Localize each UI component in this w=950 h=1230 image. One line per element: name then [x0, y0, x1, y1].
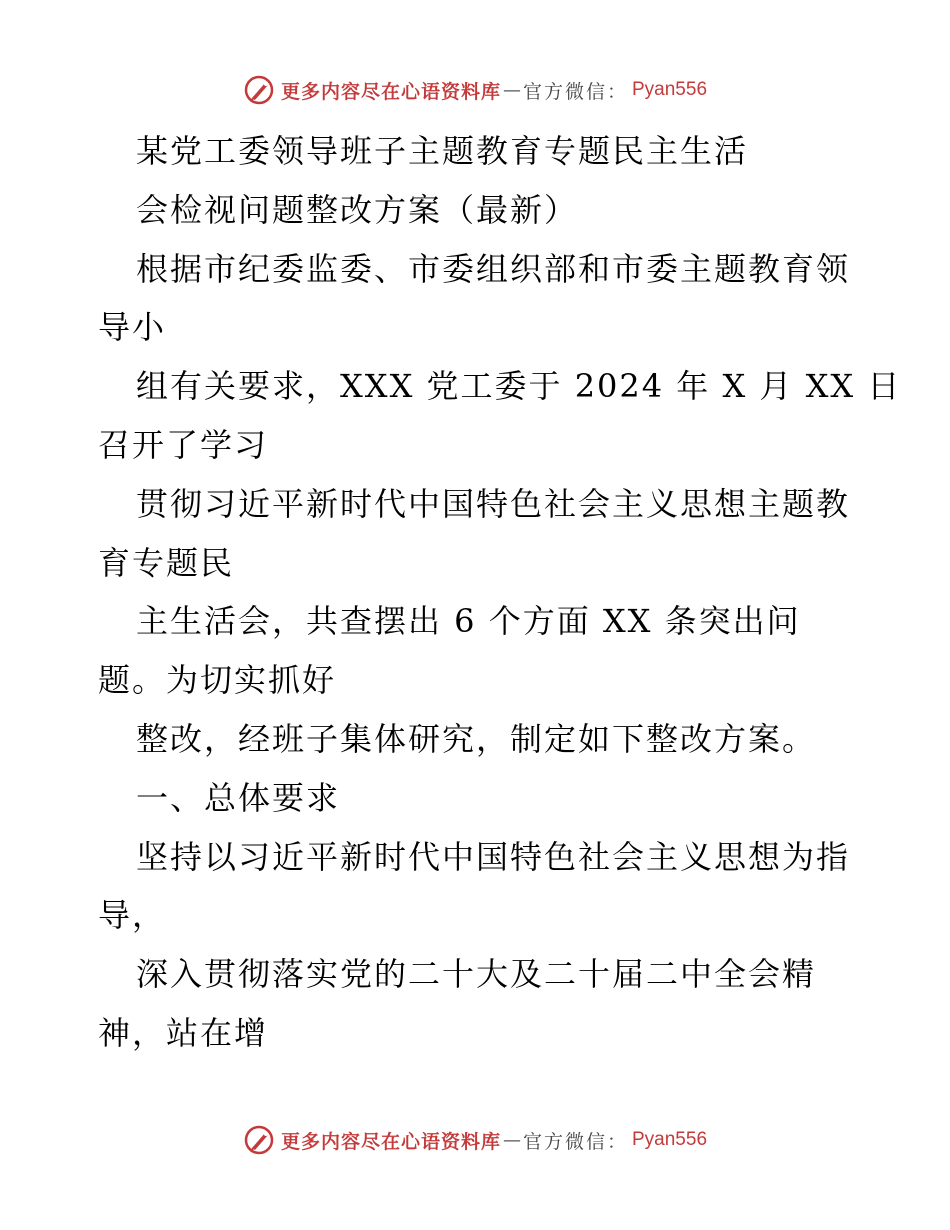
- banner-separator: —: [502, 79, 521, 101]
- text-line: 根据市纪委监委、市委组织部和市委主题教育领: [136, 249, 851, 288]
- text-line: 某党工委领导班子主题教育专题民主生活: [136, 132, 749, 170]
- text-line: 贯彻习近平新时代中国特色社会主义思想主题教: [136, 484, 851, 523]
- text-line: 导小: [98, 308, 167, 347]
- text-line: 召开了学习: [98, 425, 269, 464]
- banner-official-label: 官方微信：: [522, 1130, 628, 1153]
- banner-handle: Pyan556: [632, 1129, 708, 1150]
- banner-separator: —: [502, 1129, 521, 1151]
- text-line: 深入贯彻落实党的二十大及二十届二中全会精: [136, 955, 817, 994]
- text-line: 神，站在增: [98, 1013, 269, 1052]
- quill-logo-icon: [243, 74, 275, 106]
- quill-logo-icon: [243, 1124, 275, 1156]
- section-heading: 一、总体要求: [136, 778, 341, 817]
- text-line: 导，: [98, 896, 167, 935]
- banner-official-label: 官方微信：: [522, 80, 628, 103]
- banner-handle: Pyan556: [632, 79, 708, 100]
- text-line: 坚持以习近平新时代中国特色社会主义思想为指: [136, 837, 851, 876]
- text-line: 题。为切实抓好: [98, 661, 337, 700]
- banner-brand: 更多内容尽在心语资料库: [280, 80, 501, 103]
- text-line: 主生活会，共查摆出 6 个方面 XX 条突出问: [136, 602, 801, 641]
- text-line: 组有关要求，XXX 党工委于 2024 年 X 月 XX 日: [136, 367, 902, 406]
- banner-brand: 更多内容尽在心语资料库: [280, 1130, 501, 1153]
- header-banner: [0, 70, 950, 110]
- footer-banner: [0, 1120, 950, 1160]
- text-line: 育专题民: [98, 543, 235, 582]
- text-line: 会检视问题整改方案（最新）: [136, 190, 579, 229]
- text-line: 整改，经班子集体研究，制定如下整改方案。: [136, 719, 817, 758]
- document-body: [98, 122, 902, 1063]
